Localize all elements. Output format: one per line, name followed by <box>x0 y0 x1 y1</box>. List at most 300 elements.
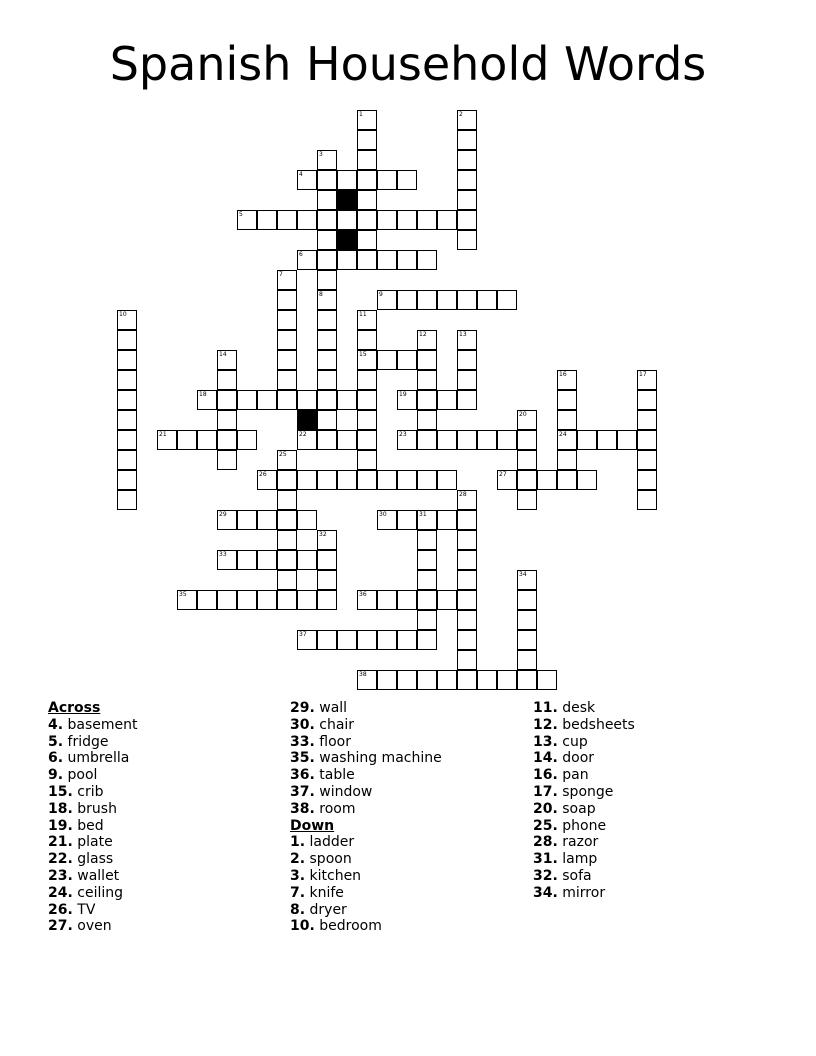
grid-cell[interactable] <box>397 510 417 530</box>
grid-cell[interactable] <box>277 530 297 550</box>
grid-cell[interactable] <box>217 510 237 530</box>
grid-cell[interactable] <box>397 210 417 230</box>
grid-cell[interactable] <box>337 430 357 450</box>
grid-cell[interactable] <box>317 170 337 190</box>
grid-cell[interactable] <box>397 470 417 490</box>
grid-cell[interactable] <box>277 270 297 290</box>
clue-text: wall <box>314 700 348 716</box>
grid-cell[interactable] <box>297 630 317 650</box>
grid-cell[interactable] <box>457 150 477 170</box>
clue-num: 14. <box>533 750 558 767</box>
grid-cell[interactable] <box>357 310 377 330</box>
clue-text: pan <box>557 767 589 784</box>
clue-number: 30 <box>379 511 387 518</box>
grid-cell[interactable] <box>497 470 517 490</box>
grid-cell[interactable] <box>277 370 297 390</box>
grid-cell[interactable] <box>517 470 537 490</box>
grid-cell[interactable] <box>277 210 297 230</box>
grid-cell[interactable] <box>257 470 277 490</box>
grid-cell[interactable] <box>517 450 537 470</box>
clue-text: table <box>314 767 355 784</box>
grid-cell[interactable] <box>337 250 357 270</box>
grid-cell[interactable] <box>577 470 597 490</box>
grid-cell[interactable] <box>277 490 297 510</box>
grid-cell[interactable] <box>437 430 457 450</box>
across-clue <box>48 834 138 851</box>
grid-cell[interactable] <box>497 290 517 310</box>
grid-cell[interactable] <box>637 390 657 410</box>
grid-cell[interactable] <box>357 410 377 430</box>
grid-cell[interactable] <box>437 390 457 410</box>
grid-cell[interactable] <box>357 190 377 210</box>
clue-num: 18. <box>48 800 73 817</box>
grid-cell[interactable] <box>357 670 377 690</box>
grid-cell[interactable] <box>377 170 397 190</box>
clue-num: 29. <box>290 700 315 716</box>
grid-cell[interactable] <box>437 210 457 230</box>
grid-cell[interactable] <box>357 430 377 450</box>
grid-cell[interactable] <box>357 350 377 370</box>
grid-cell[interactable] <box>517 430 537 450</box>
clue-text: bed <box>72 817 104 834</box>
grid-cell[interactable] <box>197 590 217 610</box>
grid-cell[interactable] <box>197 390 217 410</box>
grid-cell[interactable] <box>597 430 617 450</box>
grid-cell[interactable] <box>357 390 377 410</box>
grid-cell[interactable] <box>277 310 297 330</box>
clues-column-2 <box>290 700 442 935</box>
grid-cell[interactable] <box>417 510 437 530</box>
grid-cell[interactable] <box>457 590 477 610</box>
clue-number: 3 <box>319 151 323 158</box>
grid-cell[interactable] <box>457 370 477 390</box>
grid-cell[interactable] <box>257 210 277 230</box>
grid-cell[interactable] <box>357 230 377 250</box>
grid-cell[interactable] <box>457 350 477 370</box>
down-clue <box>533 767 635 784</box>
grid-cell[interactable] <box>537 670 557 690</box>
grid-cell[interactable] <box>357 330 377 350</box>
grid-cell[interactable] <box>357 110 377 130</box>
clue-num: 7. <box>290 884 306 901</box>
grid-cell[interactable] <box>437 510 457 530</box>
clue-num: 26. <box>48 901 73 918</box>
grid-cell[interactable] <box>517 630 537 650</box>
clue-num: 35. <box>290 750 315 767</box>
grid-cell[interactable] <box>457 610 477 630</box>
grid-cell[interactable] <box>297 390 317 410</box>
down-clue <box>533 851 635 868</box>
grid-cell[interactable] <box>217 590 237 610</box>
down-clue <box>533 885 635 902</box>
grid-cell[interactable] <box>317 270 337 290</box>
clue-text: crib <box>72 783 104 800</box>
grid-cell[interactable] <box>237 590 257 610</box>
grid-cell[interactable] <box>237 210 257 230</box>
down-clue <box>533 700 635 717</box>
grid-cell[interactable] <box>457 510 477 530</box>
clue-number: 13 <box>459 331 467 338</box>
grid-cell[interactable] <box>357 130 377 150</box>
grid-cell[interactable] <box>117 490 137 510</box>
grid-cell[interactable] <box>117 410 137 430</box>
grid-cell[interactable] <box>317 630 337 650</box>
grid-cell[interactable] <box>297 430 317 450</box>
grid-cell[interactable] <box>377 290 397 310</box>
clue-num: 13. <box>533 733 558 750</box>
grid-cell[interactable] <box>337 170 357 190</box>
grid-cell[interactable] <box>357 450 377 470</box>
grid-cell[interactable] <box>317 190 337 210</box>
grid-cell[interactable] <box>317 530 337 550</box>
grid-cell[interactable] <box>417 250 437 270</box>
grid-cell[interactable] <box>357 370 377 390</box>
grid-cell[interactable] <box>377 250 397 270</box>
clue-num: 34. <box>533 884 558 901</box>
grid-cell[interactable] <box>457 170 477 190</box>
grid-cell[interactable] <box>117 470 137 490</box>
clue-text: kitchen <box>305 867 362 884</box>
down-clue <box>533 818 635 835</box>
clue-number: 35 <box>179 591 187 598</box>
clue-text: washing machine <box>314 750 442 767</box>
grid-cell[interactable] <box>377 210 397 230</box>
grid-cell[interactable] <box>417 350 437 370</box>
grid-cell[interactable] <box>277 330 297 350</box>
grid-cell[interactable] <box>117 390 137 410</box>
grid-cell[interactable] <box>297 250 317 270</box>
across-clue <box>290 734 442 751</box>
grid-cell[interactable] <box>357 630 377 650</box>
clue-num: 32. <box>533 867 558 884</box>
clue-number: 10 <box>119 311 127 318</box>
grid-cell[interactable] <box>417 330 437 350</box>
grid-cell[interactable] <box>417 370 437 390</box>
grid-cell[interactable] <box>117 330 137 350</box>
across-clue <box>48 902 138 919</box>
grid-cell[interactable] <box>457 490 477 510</box>
across-clue <box>48 767 138 784</box>
grid-cell[interactable] <box>437 290 457 310</box>
grid-cell[interactable] <box>377 630 397 650</box>
across-clue <box>290 700 442 717</box>
grid-cell[interactable] <box>517 570 537 590</box>
clue-num: 2. <box>290 851 306 868</box>
grid-cell[interactable] <box>257 390 277 410</box>
grid-cell[interactable] <box>517 410 537 430</box>
clue-num: 27. <box>48 918 73 935</box>
clue-text: fridge <box>63 733 109 750</box>
clue-text: dryer <box>305 901 347 918</box>
grid-cell[interactable] <box>457 210 477 230</box>
grid-cell[interactable] <box>437 590 457 610</box>
grid-cell[interactable] <box>377 470 397 490</box>
grid-cell[interactable] <box>557 430 577 450</box>
grid-cell[interactable] <box>317 370 337 390</box>
grid-cell[interactable] <box>317 250 337 270</box>
grid-cell[interactable] <box>297 210 317 230</box>
grid-cell[interactable] <box>417 530 437 550</box>
grid-cell[interactable] <box>297 550 317 570</box>
grid-cell[interactable] <box>457 430 477 450</box>
grid-cell[interactable] <box>397 170 417 190</box>
across-clue <box>48 851 138 868</box>
grid-cell[interactable] <box>197 430 217 450</box>
grid-cell[interactable] <box>417 390 437 410</box>
clue-num: 23. <box>48 867 73 884</box>
grid-cell[interactable] <box>517 610 537 630</box>
grid-cell[interactable] <box>337 470 357 490</box>
grid-cell[interactable] <box>357 250 377 270</box>
clue-number: 21 <box>159 431 167 438</box>
across-clue <box>48 918 138 935</box>
across-clue <box>290 750 442 767</box>
clues-column-1 <box>48 700 138 935</box>
grid-cell[interactable] <box>457 550 477 570</box>
grid-cell[interactable] <box>297 470 317 490</box>
grid-cell[interactable] <box>217 450 237 470</box>
grid-cell[interactable] <box>217 370 237 390</box>
grid-cell[interactable] <box>277 510 297 530</box>
clue-num: 12. <box>533 716 558 733</box>
grid-cell[interactable] <box>457 130 477 150</box>
grid-cell[interactable] <box>497 670 517 690</box>
down-clue <box>290 902 442 919</box>
grid-cell[interactable] <box>117 350 137 370</box>
grid-cell[interactable] <box>257 550 277 570</box>
grid-cell[interactable] <box>517 670 537 690</box>
grid-cell[interactable] <box>417 470 437 490</box>
grid-cell[interactable] <box>637 470 657 490</box>
clue-number: 36 <box>359 591 367 598</box>
grid-cell[interactable] <box>457 650 477 670</box>
grid-cell[interactable] <box>397 350 417 370</box>
grid-cell[interactable] <box>417 410 437 430</box>
grid-cell[interactable] <box>317 470 337 490</box>
grid-cell[interactable] <box>237 390 257 410</box>
grid-cell[interactable] <box>117 370 137 390</box>
clue-number: 15 <box>359 351 367 358</box>
clue-num: 4. <box>48 716 64 733</box>
clue-text: cup <box>557 733 588 750</box>
clue-text: umbrella <box>63 750 130 767</box>
grid-cell[interactable] <box>317 330 337 350</box>
down-clue <box>290 868 442 885</box>
clue-num: 5. <box>48 733 64 750</box>
grid-cell[interactable] <box>217 430 237 450</box>
across-heading: Across <box>48 700 101 716</box>
grid-cell[interactable] <box>637 410 657 430</box>
grid-cell[interactable] <box>277 350 297 370</box>
grid-cell[interactable] <box>377 590 397 610</box>
across-clue <box>48 801 138 818</box>
grid-cell[interactable] <box>357 470 377 490</box>
clue-number: 23 <box>399 431 407 438</box>
grid-cell[interactable] <box>397 250 417 270</box>
grid-cell[interactable] <box>377 670 397 690</box>
grid-cell[interactable] <box>317 570 337 590</box>
grid-cell[interactable] <box>317 210 337 230</box>
grid-cell[interactable] <box>537 470 557 490</box>
grid-cell[interactable] <box>557 450 577 470</box>
clue-num: 36. <box>290 767 315 784</box>
grid-cell[interactable] <box>457 530 477 550</box>
clue-number: 33 <box>219 551 227 558</box>
clue-num: 24. <box>48 884 73 901</box>
grid-cell[interactable] <box>457 630 477 650</box>
clue-num: 25. <box>533 817 558 834</box>
grid-cell[interactable] <box>277 590 297 610</box>
grid-cell[interactable] <box>437 470 457 490</box>
clue-num: 9. <box>48 767 64 784</box>
clue-text: knife <box>305 884 344 901</box>
grid-cell[interactable] <box>257 510 277 530</box>
grid-cell[interactable] <box>457 570 477 590</box>
grid-cell[interactable] <box>457 390 477 410</box>
clue-text: glass <box>72 851 114 868</box>
grid-cell[interactable] <box>317 410 337 430</box>
grid-cell[interactable] <box>497 430 517 450</box>
grid-cell[interactable] <box>337 630 357 650</box>
grid-cell[interactable] <box>557 470 577 490</box>
grid-cell[interactable] <box>297 510 317 530</box>
grid-cell[interactable] <box>477 670 497 690</box>
across-clue <box>48 717 138 734</box>
down-heading: Down <box>290 817 335 834</box>
grid-cell[interactable] <box>417 570 437 590</box>
grid-cell[interactable] <box>277 390 297 410</box>
grid-cell[interactable] <box>457 190 477 210</box>
grid-cell[interactable] <box>337 390 357 410</box>
grid-cell[interactable] <box>237 550 257 570</box>
grid-cell[interactable] <box>637 450 657 470</box>
grid-cell[interactable] <box>317 310 337 330</box>
clue-num: 17. <box>533 783 558 800</box>
grid-cell[interactable] <box>557 390 577 410</box>
grid-cell[interactable] <box>357 210 377 230</box>
grid-cell[interactable] <box>417 630 437 650</box>
grid-cell[interactable] <box>397 290 417 310</box>
grid-cell[interactable] <box>277 570 297 590</box>
grid-cell[interactable] <box>457 110 477 130</box>
grid-cell[interactable] <box>257 590 277 610</box>
grid-cell[interactable] <box>317 150 337 170</box>
grid-cell[interactable] <box>397 390 417 410</box>
grid-cell[interactable] <box>457 670 477 690</box>
grid-cell[interactable] <box>237 430 257 450</box>
down-clue <box>533 717 635 734</box>
grid-cell[interactable] <box>417 610 437 630</box>
grid-cell[interactable] <box>617 430 637 450</box>
grid-cell[interactable] <box>517 650 537 670</box>
clue-text: desk <box>557 700 596 716</box>
grid-cell[interactable] <box>377 350 397 370</box>
grid-cell[interactable] <box>117 450 137 470</box>
clue-text: window <box>314 783 373 800</box>
grid-cell[interactable] <box>277 450 297 470</box>
grid-cell[interactable] <box>317 390 337 410</box>
grid-cell[interactable] <box>577 430 597 450</box>
grid-cell[interactable] <box>377 510 397 530</box>
grid-cell[interactable] <box>177 590 197 610</box>
grid-cell[interactable] <box>277 550 297 570</box>
grid-cell[interactable] <box>217 550 237 570</box>
clue-num: 38. <box>290 800 315 817</box>
grid-cell[interactable] <box>317 430 337 450</box>
grid-cell[interactable] <box>297 590 317 610</box>
clue-text: floor <box>314 733 351 750</box>
grid-cell[interactable] <box>277 290 297 310</box>
grid-cell[interactable] <box>477 430 497 450</box>
clue-text: pool <box>63 767 98 784</box>
grid-cell[interactable] <box>397 670 417 690</box>
clue-text: oven <box>72 918 112 935</box>
clue-text: chair <box>314 716 355 733</box>
down-clue <box>533 801 635 818</box>
grid-cell[interactable] <box>317 290 337 310</box>
grid-cell[interactable] <box>457 330 477 350</box>
grid-cell[interactable] <box>417 290 437 310</box>
grid-cell[interactable] <box>417 430 437 450</box>
grid-cell[interactable] <box>237 510 257 530</box>
grid-cell[interactable] <box>557 410 577 430</box>
grid-cell[interactable] <box>397 630 417 650</box>
grid-cell[interactable] <box>317 230 337 250</box>
grid-cell[interactable] <box>157 430 177 450</box>
grid-cell[interactable] <box>637 490 657 510</box>
grid-cell[interactable] <box>457 290 477 310</box>
grid-cell[interactable] <box>217 390 237 410</box>
grid-cell[interactable] <box>477 290 497 310</box>
clue-number: 9 <box>379 291 383 298</box>
grid-cell[interactable] <box>317 550 337 570</box>
clues-column-3 <box>533 700 635 902</box>
clue-text: phone <box>557 817 607 834</box>
clue-num: 6. <box>48 750 64 767</box>
grid-cell[interactable] <box>177 430 197 450</box>
grid-cell[interactable] <box>217 410 237 430</box>
grid-cell[interactable] <box>417 550 437 570</box>
grid-cell[interactable] <box>517 490 537 510</box>
grid-cell[interactable] <box>337 210 357 230</box>
grid-cell[interactable] <box>637 430 657 450</box>
grid-cell[interactable] <box>637 370 657 390</box>
grid-cell[interactable] <box>357 590 377 610</box>
grid-cell[interactable] <box>357 170 377 190</box>
clue-number: 2 <box>459 111 463 118</box>
grid-cell[interactable] <box>297 170 317 190</box>
grid-cell[interactable] <box>397 430 417 450</box>
clue-text: brush <box>72 800 117 817</box>
grid-cell[interactable] <box>417 670 437 690</box>
grid-cell[interactable] <box>517 590 537 610</box>
grid-cell[interactable] <box>277 470 297 490</box>
grid-cell[interactable] <box>397 590 417 610</box>
grid-cell[interactable] <box>117 310 137 330</box>
grid-cell[interactable] <box>357 150 377 170</box>
clue-text: door <box>557 750 595 767</box>
grid-cell[interactable] <box>417 210 437 230</box>
grid-cell[interactable] <box>317 590 337 610</box>
grid-cell[interactable] <box>317 350 337 370</box>
grid-cell[interactable] <box>417 590 437 610</box>
grid-cell[interactable] <box>437 670 457 690</box>
grid-cell[interactable] <box>217 350 237 370</box>
clue-number: 25 <box>279 451 287 458</box>
grid-cell[interactable] <box>457 230 477 250</box>
grid-cell[interactable] <box>557 370 577 390</box>
grid-cell[interactable] <box>117 430 137 450</box>
